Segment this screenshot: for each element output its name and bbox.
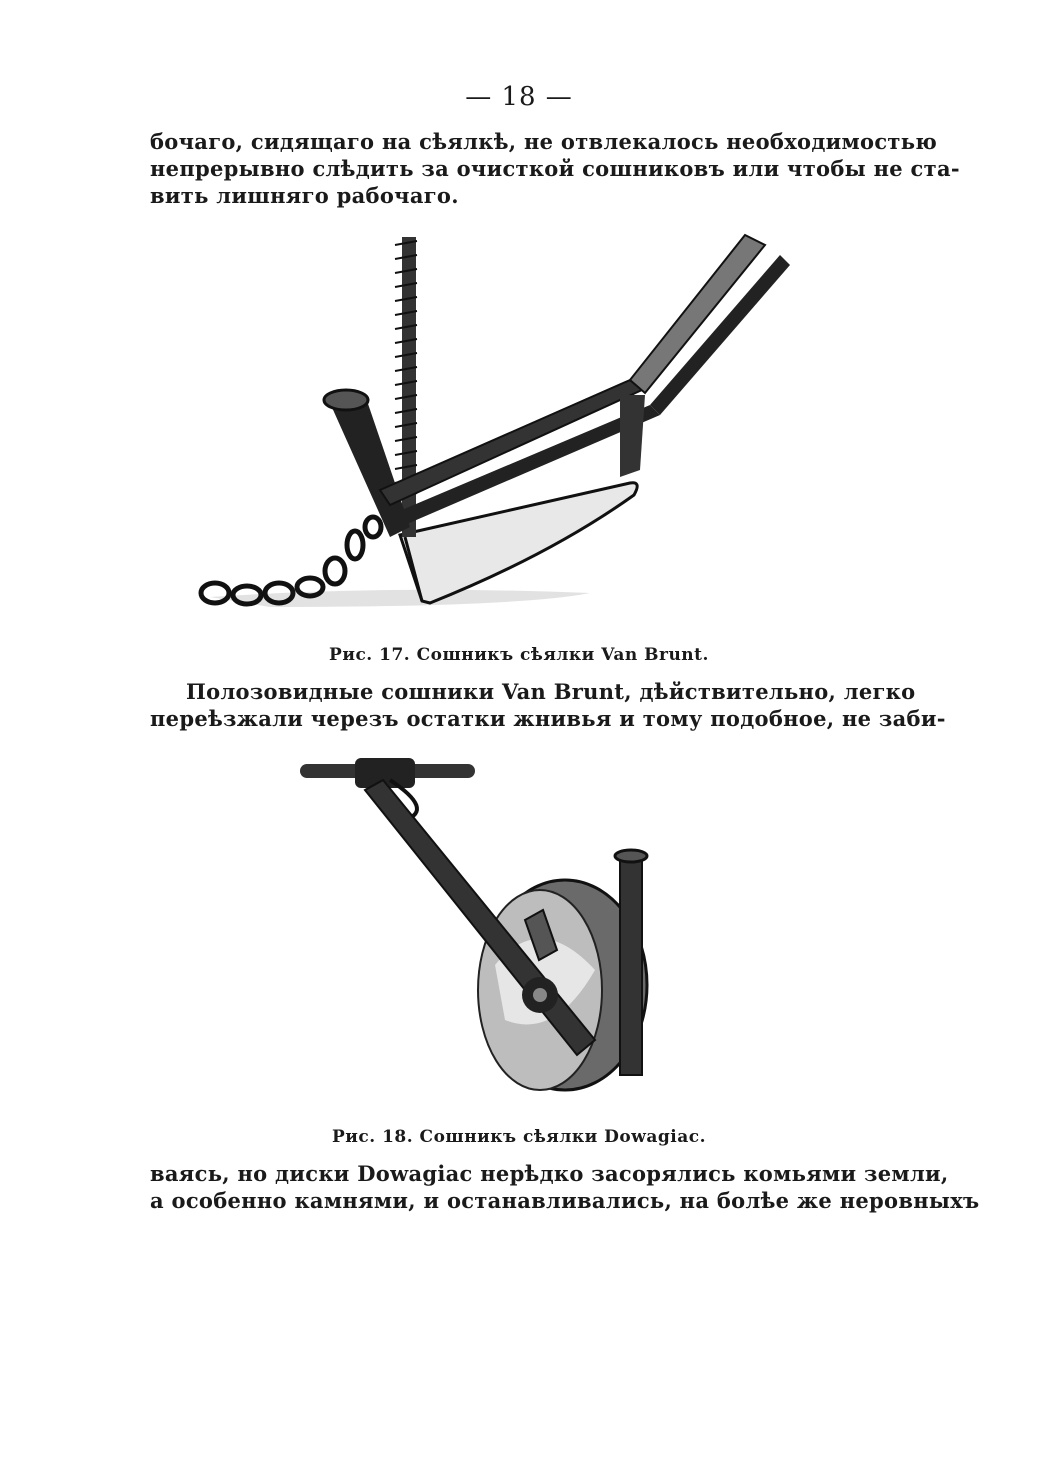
figure-18-caption: Рис. 18. Сошникъ сѣялки Dowagiac. xyxy=(331,1127,706,1147)
figure-17-van-brunt-opener-illustration xyxy=(190,215,810,615)
page-number: — 18 — xyxy=(465,82,573,112)
paragraph-line: бочаго, сидящаго на сѣялкѣ, не отвлекалось необходимостью xyxy=(150,129,938,154)
paragraph-line: Полозовидные сошники Van Brunt, дѣйствительно, легко xyxy=(186,679,916,704)
paragraph-line: переѣзжали черезъ остатки жнивья и тому подобное, не заби- xyxy=(150,706,946,731)
paragraph-bottom xyxy=(150,1160,980,1214)
paragraph-line: а особенно камнями, и останавливались, на болѣе же неровныхъ xyxy=(150,1188,980,1213)
paragraph-line: вить лишняго рабочаго. xyxy=(150,183,459,208)
figure-17-caption: Рис. 17. Сошникъ сѣялки Van Brunt. xyxy=(329,645,709,665)
paragraph-top xyxy=(150,128,960,209)
paragraph-line: непрерывно слѣдить за очисткой сошниковъ или чтобы не ста- xyxy=(150,156,960,181)
paragraph-middle xyxy=(150,678,946,732)
paragraph-line: ваясь, но диски Dowagiac нерѣдко засорялись комьями земли, xyxy=(150,1161,949,1186)
figure-18-dowagiac-disc-opener-illustration xyxy=(295,750,685,1100)
